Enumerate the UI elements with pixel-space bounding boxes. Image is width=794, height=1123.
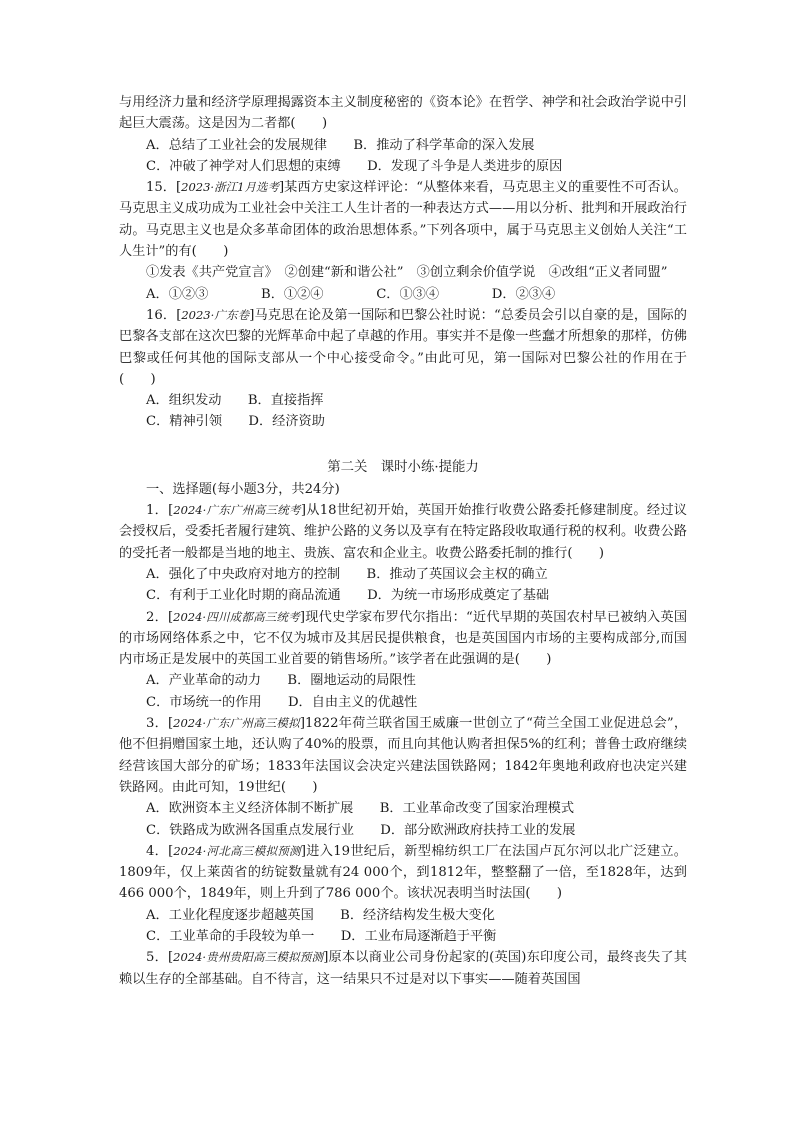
question-stem: ]1822年荷兰联省国王威廉一世创立了“荷兰全国工业促进总会”，他不但捐赠国家土地，还认购了40%的股票，而且向其他认购者担保5%的红利；普鲁士政府继续经营该国大部分的矿场；1833年法国议会决定兴建法国铁路网；1842年奥地利政府也决定兴建铁路网。由此可知，19世纪( ) — [119, 716, 688, 795]
question-source: 2024·贵州贵阳高三模拟预测 — [173, 950, 324, 965]
option-row: C．精神引领 D．经济资助 — [146, 414, 325, 430]
question-5 — [119, 947, 687, 990]
question-number: 2．[ — [146, 609, 174, 625]
question-stem: ]原本以商业公司身份起家的(英国)东印度公司，最终丧失了其赖以生存的全部基础。自不待言，这一结果只不过是对以下事实——随着英国国 — [119, 950, 687, 987]
question-15 — [119, 177, 687, 262]
question-source: 2023·浙江1月选考 — [181, 180, 280, 195]
question-stem: ]某西方史家这样评论：“从整体来看，马克思主义的重要性不可否认。马克思主义成功成为工业社会中关注工人生计者的一种表达方式——用以分析、批判和开展政治行动。马克思主义也是众多革命团体的政治思想体系。”下列各项中，属于马克思主义创始人关注“工人生计”的有( ) — [119, 180, 687, 260]
question-stem: ]进入19世纪后，新型棉纺织工厂在法国卢瓦尔河以北广泛建立。1809年，仅上莱茵省的纺锭数量就有24 000个，到1812年，整整翻了一倍，至1828年，达到466 000个，1849年，则上升到了786 000个。该状况表明当时法国( ) — [119, 843, 687, 902]
question-number: 4．[ — [146, 843, 174, 859]
option-row: A．①②③ B．①②④ C．①③④ D．②③④ — [146, 286, 556, 302]
question-2 — [119, 607, 687, 671]
question-stem: ]现代史学家布罗代尔指出：“近代早期的英国农村早已被纳入英国的市场网络体系之中，它不仅为城市及其居民提供粮食，也是英国国内市场的主要构成部分,而国内市场正是发展中的英国工业首要的销售场所。”该学者在此强调的是( ) — [119, 609, 688, 668]
option-row: C．有利于工业化时期的商品流通 D．为统一市场形成奠定了基础 — [146, 588, 550, 604]
question-1 — [119, 500, 687, 564]
option-row: C．铁路成为欧洲各国重点发展行业 D．部分欧洲政府扶持工业的发展 — [146, 822, 576, 838]
question-number: 15．[ — [146, 180, 182, 196]
option-row: A．强化了中央政府对地方的控制 B．推动了英国议会主权的确立 — [146, 566, 548, 582]
option-row: C．市场统一的作用 D．自由主义的优越性 — [146, 694, 418, 710]
question-continued-text: 与用经济力量和经济学原理揭露资本主义制度秘密的《资本论》在哲学、神学和社会政治学说中引起巨大震荡。这是因为二者都( ) — [119, 95, 687, 132]
option-row: A．总结了工业社会的发展规律 B．推动了科学革命的深入发展 — [146, 137, 535, 153]
question-source: 2024·河北高三模拟预测 — [173, 843, 301, 858]
question-source: 2024·广东广州高三统考 — [173, 503, 301, 518]
option-row: A．产业革命的动力 B．圈地运动的局限性 — [146, 673, 416, 689]
option-row: A．欧洲资本主义经济体制不断扩展 B．工业革命改变了国家治理模式 — [146, 801, 575, 817]
question-stem: ]马克思在论及第一国际和巴黎公社时说：“总委员会引以自豪的是，国际的巴黎各支部在这次巴黎的光辉革命中起了卓越的作用。事实并不是像一些蠢才所想象的那样，仿佛巴黎或任何其他的国际支部从一个中心接受命令。”由此可见，第一国际对巴黎公社的作用在于( ) — [119, 307, 687, 387]
question-number: 5．[ — [146, 950, 174, 966]
question-source: 2023·广东卷 — [181, 307, 250, 322]
question-4 — [119, 841, 687, 905]
option-row: A．组织发动 B．直接指挥 — [146, 393, 324, 409]
section-subtitle: 一、选择题(每小题3分，共24分) — [146, 481, 340, 497]
option-row: C．工业革命的手段较为单一 D．工业布局逐渐趋于平衡 — [146, 928, 497, 944]
option-row: A．工业化程度逐步超越英国 B．经济结构发生极大变化 — [146, 907, 495, 923]
question-stem: ]从18世纪初开始，英国开始推行收费公路委托修建制度。经过议会授权后，受委托者履行建筑、维护公路的义务以及享有在特定路段收取通行税的权利。收费公路的受托者一般都是当地的地主、贵族、富农和企业主。收费公路委托制的推行( ) — [119, 503, 687, 561]
question-16 — [119, 305, 687, 390]
question-source: 2024·广东广州高三模拟 — [173, 716, 300, 731]
question-15-items: ①发表《共产党宣言》 ②创建“新和谐公社” ③创立剩余价值学说 ④改组“正义者同盟” — [146, 265, 668, 281]
exam-page — [119, 92, 687, 990]
question-number: 3．[ — [146, 716, 174, 732]
question-3 — [119, 713, 687, 798]
question-number: 16．[ — [146, 307, 182, 323]
question-number: 1．[ — [146, 503, 174, 519]
section-title: 第二关 课时小练·提能力 — [327, 459, 479, 475]
option-row: C．冲破了神学对人们思想的束缚 D．发现了斗争是人类进步的原因 — [146, 158, 563, 174]
question-source: 2024·四川成都高三统考 — [173, 609, 300, 624]
